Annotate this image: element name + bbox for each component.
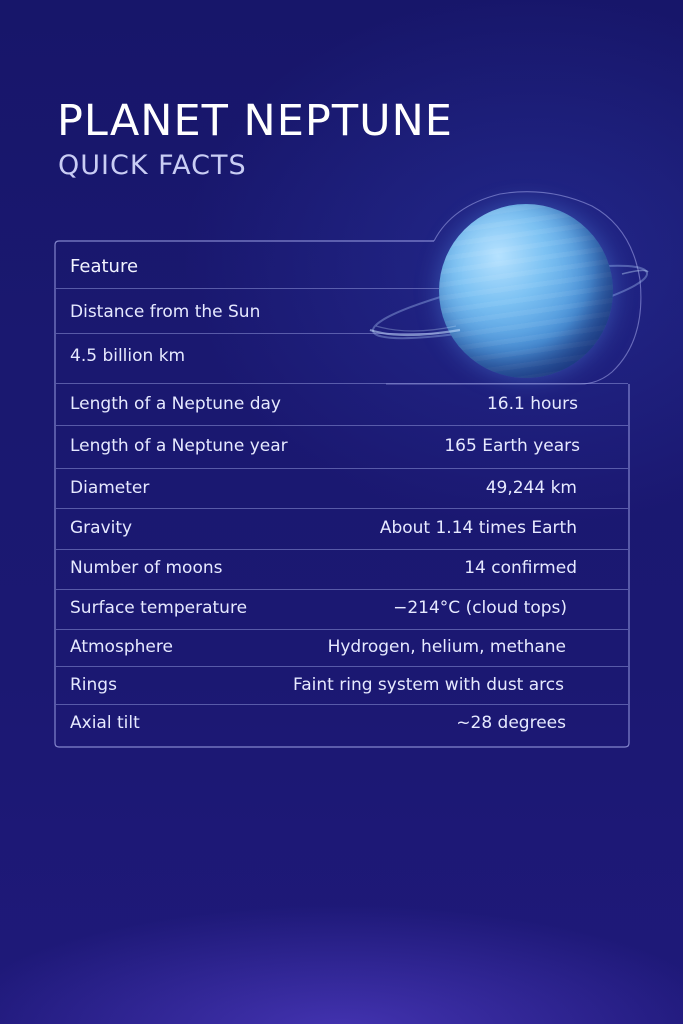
facts-table: [55, 240, 629, 747]
row-value: −214°C (cloud tops): [393, 598, 567, 618]
page-title: PLANET NEPTUNE: [57, 96, 453, 146]
table-row: [55, 628, 629, 666]
row-label: Distance from the Sun: [70, 302, 261, 322]
table-row: [55, 704, 629, 742]
table-row: [55, 384, 629, 424]
row-value: About 1.14 times Earth: [379, 518, 577, 538]
row-value: 14 confirmed: [464, 558, 577, 578]
row-label: Rings: [70, 675, 117, 695]
table-row: [55, 290, 629, 334]
row-label: Length of a Neptune year: [70, 436, 288, 456]
table-row: [55, 426, 629, 466]
table-row: [55, 468, 629, 508]
table-row: [55, 334, 629, 378]
row-value: ~28 degrees: [456, 713, 566, 733]
divider: [56, 288, 439, 289]
row-value: 49,244 km: [485, 478, 577, 498]
row-label: Number of moons: [70, 558, 223, 578]
row-label: Surface temperature: [70, 598, 248, 618]
row-label: Length of a Neptune day: [70, 394, 281, 414]
table-row: [55, 548, 629, 588]
table-header-row: [55, 244, 629, 288]
row-value: 165 Earth years: [444, 436, 580, 456]
row-value: Hydrogen, helium, methane: [327, 637, 566, 657]
page-subtitle: QUICK FACTS: [58, 150, 247, 181]
table-row: [55, 666, 629, 704]
row-label: Axial tilt: [70, 713, 140, 733]
row-label: Gravity: [70, 518, 133, 538]
table-row: [55, 508, 629, 548]
row-value: Faint ring system with dust arcs: [293, 675, 564, 695]
table-header-label: Feature: [70, 255, 139, 277]
table-row: [55, 588, 629, 628]
row-label: Diameter: [70, 478, 150, 498]
row-label: Atmosphere: [70, 637, 173, 657]
row-value: 16.1 hours: [486, 394, 578, 414]
row-value: 4.5 billion km: [70, 346, 186, 366]
